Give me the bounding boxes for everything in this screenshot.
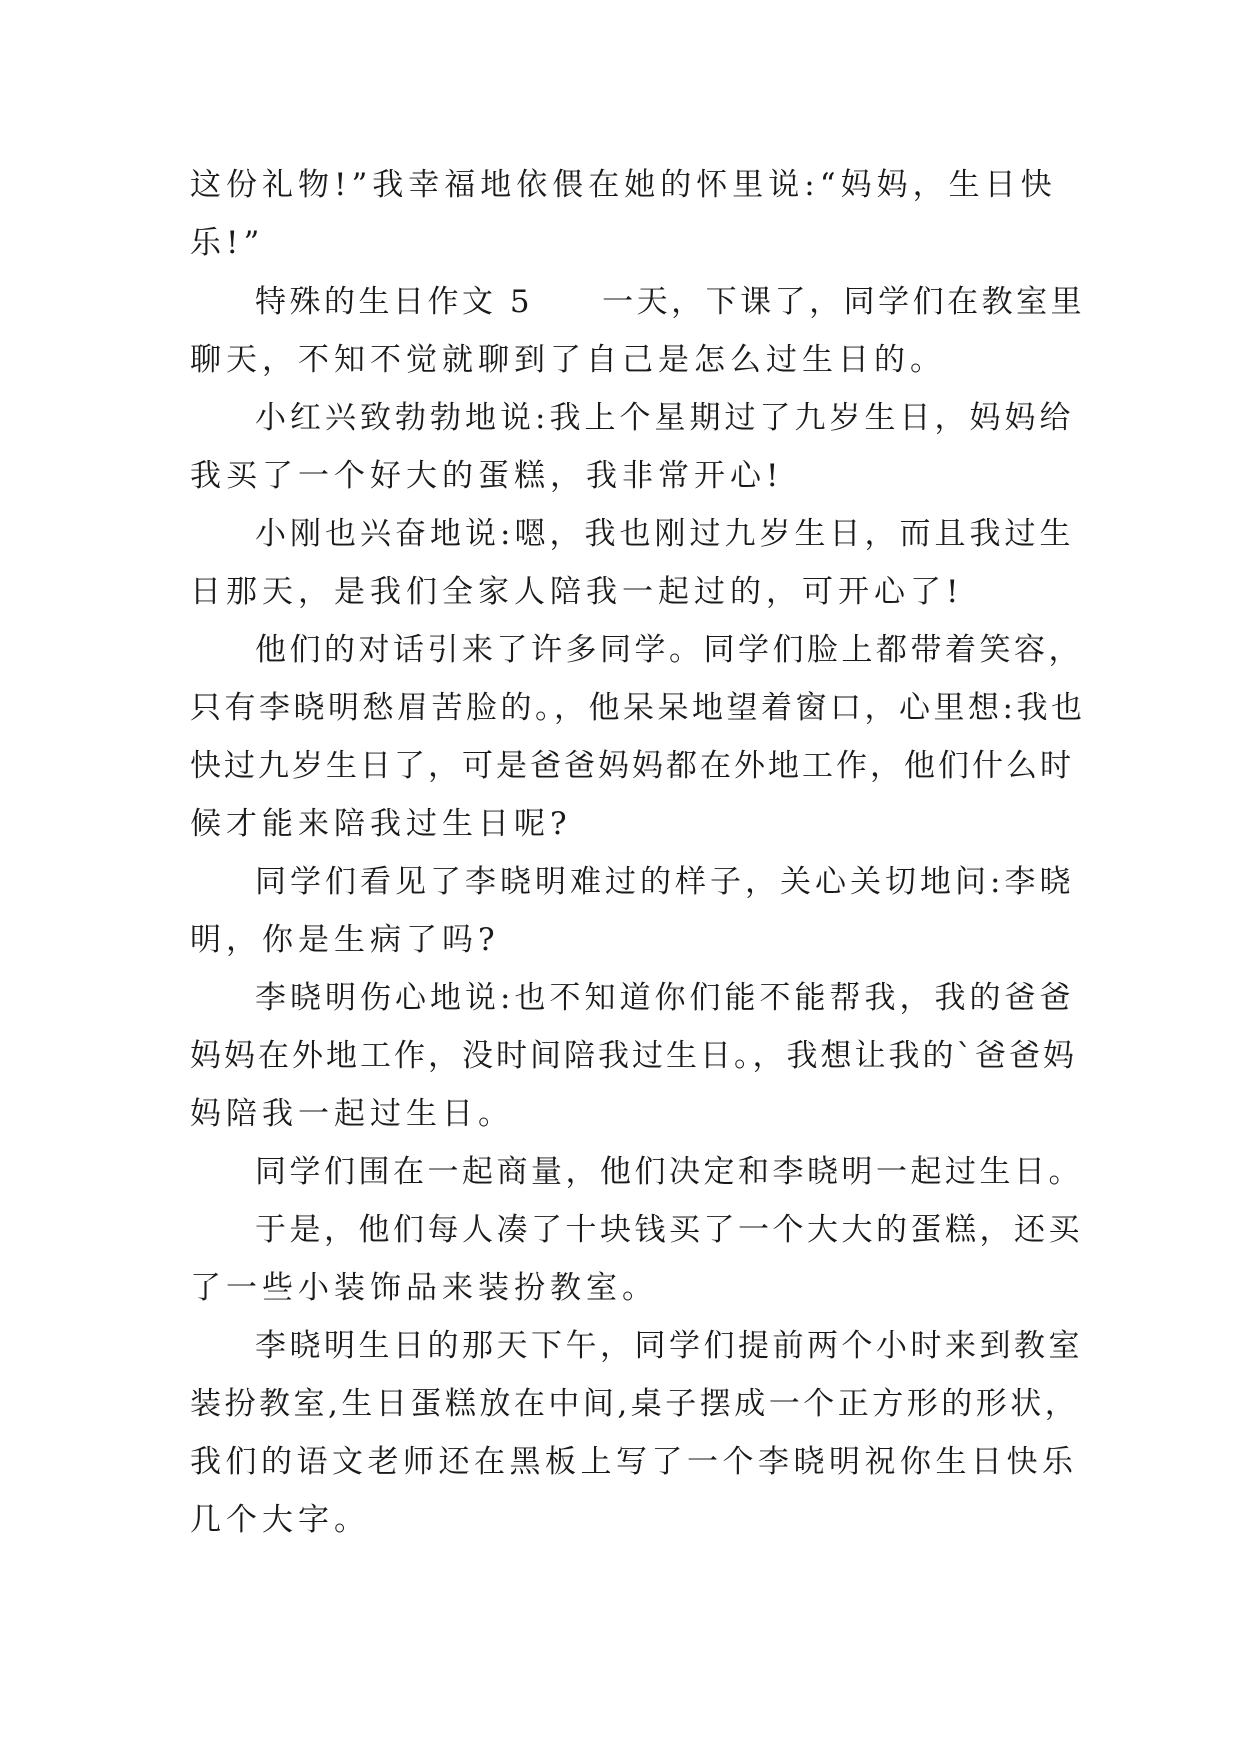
text-line: 妈陪我一起过生日。 [190, 1096, 514, 1132]
text-line: 只有李晓明愁眉苦脸的。，他呆呆地望着窗口，心里想:我也 [190, 690, 1086, 726]
text-line: 李晓明生日的那天下午，同学们提前两个小时来到教室 [255, 1328, 1083, 1364]
text-line: 装扮教室,生日蛋糕放在中间,桌子摆成一个正方形的形状， [190, 1386, 1080, 1422]
text-line: 他们的对话引来了许多同学。同学们脸上都带着笑容， [255, 632, 1083, 668]
text-line: 聊天，不知不觉就聊到了自己是怎么过生日的。 [190, 342, 946, 378]
text-line: 特殊的生日作文 5 一天，下课了，同学们在教室里 [255, 284, 1086, 320]
text-line: 同学们看见了李晓明难过的样子，关心关切地问:李晓 [255, 864, 1075, 900]
text-line: 妈妈在外地工作，没时间陪我过生日。，我想让我的`爸爸妈 [190, 1038, 1077, 1074]
text-line: 同学们围在一起商量，他们决定和李晓明一起过生日。 [255, 1154, 1083, 1190]
text-line: 明，你是生病了吗? [190, 922, 500, 958]
text-line: 日那天，是我们全家人陪我一起过的，可开心了! [190, 574, 964, 610]
text-line: 乐!” [190, 225, 265, 261]
text-line: 几个大字。 [190, 1502, 370, 1538]
text-line: 了一些小装饰品来装扮教室。 [190, 1270, 658, 1306]
text-line: 快过九岁生日了，可是爸爸妈妈都在外地工作，他们什么时 [190, 748, 1074, 784]
text-line: 候才能来陪我过生日呢? [190, 806, 572, 842]
text-line: 于是，他们每人凑了十块钱买了一个大大的蛋糕，还买 [255, 1212, 1083, 1248]
text-line: 小红兴致勃勃地说:我上个星期过了九岁生日，妈妈给 [255, 400, 1075, 436]
text-line: 李晓明伤心地说:也不知道你们能不能帮我，我的爸爸 [255, 980, 1075, 1016]
text-line: 小刚也兴奋地说:嗯，我也刚过九岁生日，而且我过生 [255, 516, 1075, 552]
text-line: 我买了一个好大的蛋糕，我非常开心! [190, 458, 784, 494]
text-line: 我们的语文老师还在黑板上写了一个李晓明祝你生日快乐 [190, 1444, 1078, 1480]
text-line: 这份礼物!”我幸福地依偎在她的怀里说:“妈妈，生日快 [190, 167, 1057, 203]
